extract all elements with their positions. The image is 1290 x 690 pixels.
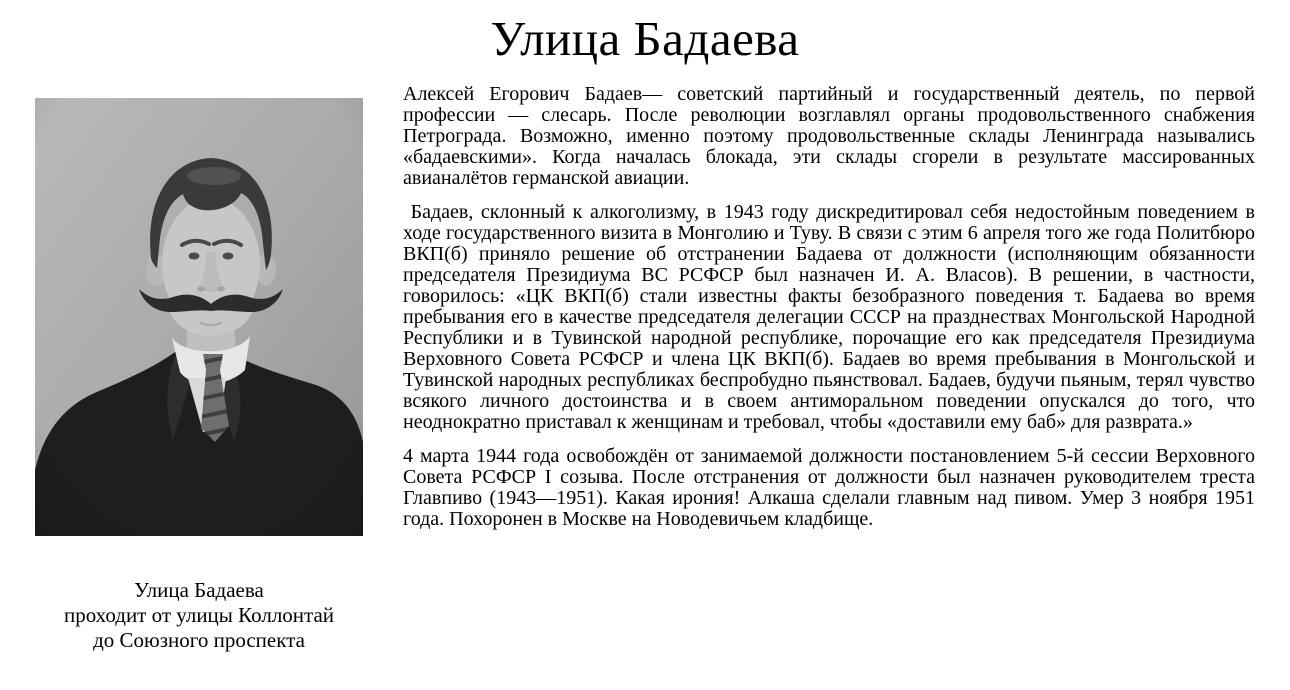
article-text	[403, 84, 1255, 543]
page-title: Улица Бадаева	[490, 11, 800, 66]
photo-caption	[20, 578, 378, 653]
paragraph-1: Алексей Егорович Бадаев— советский партийный и государственный деятель, по первой профессии — слесарь. После революции возглавлял органы продовольственного снабжения Петрограда. Возможно, именно поэтому продовольственные склады Ленинграда назывались «бадаевскими». Когда началась блокада, эти склады сгорели в результате массированных авианалётов германской авиации.	[403, 83, 1255, 189]
portrait-figure	[35, 98, 363, 536]
caption-line-1: Улица Бадаева	[134, 578, 264, 602]
paragraph-3: 4 марта 1944 года освобождён от занимаемой должности постановлением 5-й сессии Верховного Совета РСФСР I созыва. После отстранения от должности был назначен руководителем треста Главпиво (1943—1951). Какая ирония! Алкаша сделали главным над пивом. Умер 3 ноября 1951 года. Похоронен в Москве на Новодевичьем кладбище.	[403, 445, 1255, 530]
caption-line-2: проходит от улицы Коллонтай	[63, 603, 335, 627]
paragraph-2: Бадаев, склонный к алкоголизму, в 1943 году дискредитировал себя недостойным поведением в ходе государственного визита в Монголию и Туву. В связи с этим 6 апреля того же года Политбюро ВКП(б) приняло решение об отстранении Бадаева от должности (исполняющим обязанности председателя Президиума ВС РСФСР был назначен И. А. Власов). В решении, в частности, говорилось: «ЦК ВКП(б) стали известны факты безобразного поведения т. Бадаева во время пребывания его в качестве председателя делегации СССР на празднествах Монгольской Народной Республики и в Тувинской народной республике, порочащие его как председателя Президиума Верховного Совета РСФСР и члена ЦК ВКП(б). Бадаев во время пребывания в Монгольской и Тувинской народных республиках беспробудно пьянствовал. Бадаев, будучи пьяным, терял чувство всякого личного достоинства и в своем антиморальном поведении опускался до того, что неоднократно приставал к женщинам и требовал, чтобы «доставили ему баб» для разврата.»	[403, 201, 1255, 433]
photo-vignette	[35, 98, 363, 536]
caption-line-3: до Союзного проспекта	[93, 628, 305, 652]
portrait-photo	[35, 98, 363, 536]
